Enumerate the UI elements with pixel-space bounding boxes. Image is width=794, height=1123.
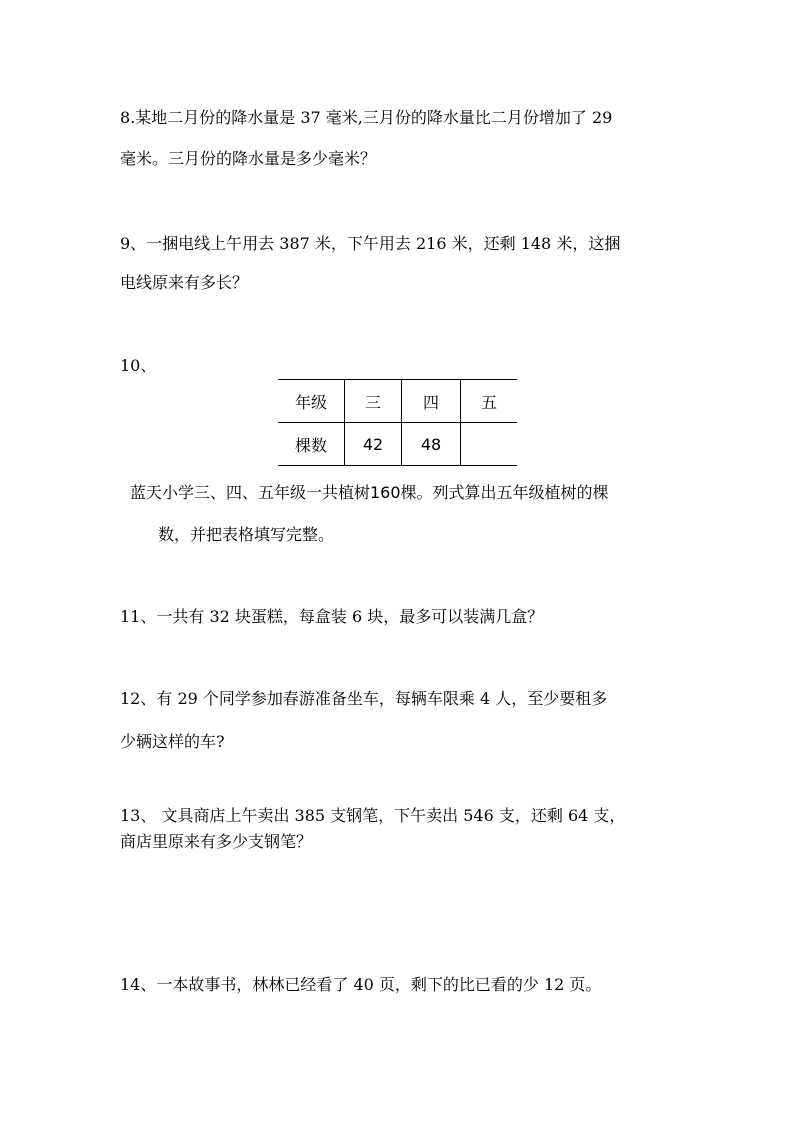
- question-10-line-1: 蓝天小学三、四、五年级一共植树160棵。列式算出五年级植树的棵: [130, 483, 609, 502]
- question-9-line-2: 电线原来有多长？: [120, 273, 249, 292]
- question-13-line-2: 商店里原来有多少支钢笔？: [120, 832, 313, 851]
- table-cell-grade-4-trees: 48: [402, 423, 461, 466]
- question-13-line-1: 13、 文具商店上午卖出 385 支钢笔，下午卖出 546 支，还剩 64 支，: [120, 806, 626, 825]
- question-8-line-1: 8.某地二月份的降水量是 37 毫米,三月份的降水量比二月份增加了 29: [120, 108, 613, 127]
- question-10-line-2: 数，并把表格填写完整。: [158, 525, 335, 544]
- question-12-line-2: 少辆这样的车?: [120, 732, 225, 751]
- question-10-label: 10、: [120, 356, 157, 375]
- planting-table: [278, 379, 517, 466]
- question-12-line-1: 12、有 29 个同学参加春游准备坐车，每辆车限乘 4 人，至少要租多: [120, 689, 608, 708]
- question-8-line-2: 毫米。三月份的降水量是多少毫米？: [120, 149, 377, 168]
- question-9-line-1: 9、一捆电线上午用去 387 米，下午用去 216 米，还剩 148 米，这捆: [120, 234, 621, 253]
- question-11-line-1: 11、一共有 32 块蛋糕，每盒装 6 块，最多可以装满几盒？: [120, 607, 544, 626]
- table-header-grade-4: 四: [402, 380, 461, 423]
- table-header-grade-3: 三: [345, 380, 402, 423]
- table-row-trees: [278, 423, 517, 466]
- table-cell-grade-5-trees-blank: [461, 423, 518, 466]
- table-header-grade: 年级: [278, 380, 345, 423]
- table-header-grade-5: 五: [461, 380, 518, 423]
- table-row-grade: [278, 380, 517, 423]
- table-cell-grade-3-trees: 42: [345, 423, 402, 466]
- table-label-trees: 棵数: [278, 423, 345, 466]
- question-14-line-1: 14、一本故事书，林林已经看了 40 页，剩下的比已看的少 12 页。: [120, 975, 602, 994]
